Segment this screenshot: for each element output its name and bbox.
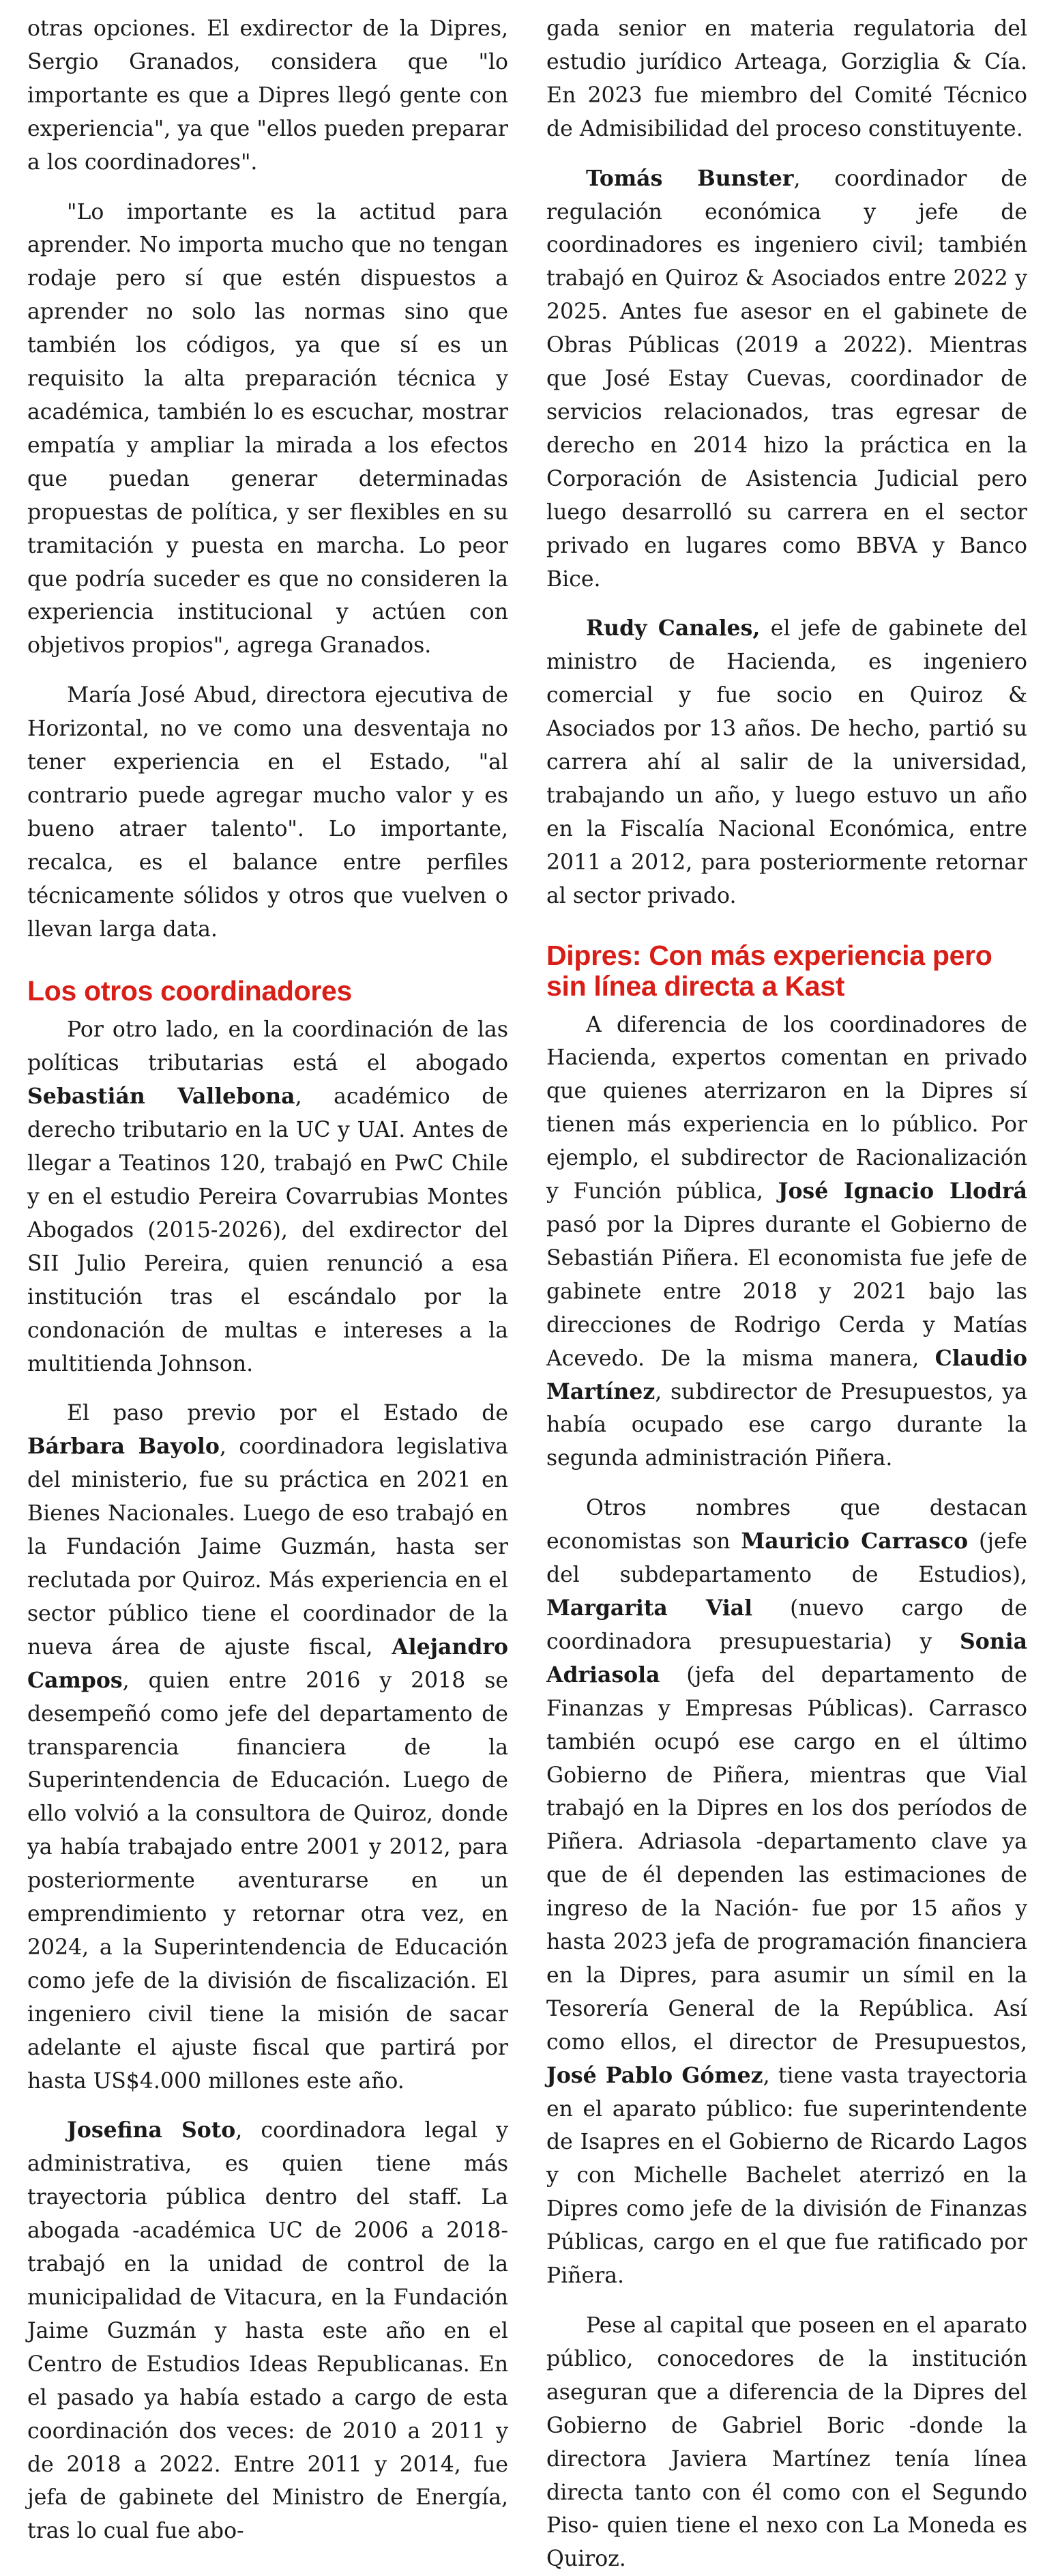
paragraph-text: A diferencia de los coordinadores de Hacienda, expertos comentan en privado que quienes aterrizaron en la Dipres sí tienen más experiencia en lo público. Por ejemplo, el subdirector de Racionalización y Función pública, <box>546 1012 1027 1204</box>
right-column <box>546 12 1028 2572</box>
person-name: Claudio Martínez <box>546 1345 1027 1404</box>
person-name: Bárbara Bayolo <box>27 1434 220 1460</box>
paragraph <box>27 196 508 663</box>
paragraph-text: , subdirector de Presupuestos, ya había ocupado ese cargo durante la segunda administración Piñera. <box>546 1379 1027 1471</box>
person-name: Alejandro Campos <box>27 1634 508 1693</box>
person-name: Sebastián Vallebona <box>27 1084 295 1110</box>
paragraph <box>546 1009 1027 1476</box>
paragraph <box>27 679 508 946</box>
paragraph <box>546 12 1027 146</box>
paragraph-text: (nuevo cargo de coordinadora presupuestaria) y <box>546 1595 1027 1654</box>
paragraph-text: Por otro lado, en la coordinación de las políticas tributarias está el abogado <box>27 1017 508 1076</box>
paragraph-text: , coordinador de regulación económica y jefe de coordinadores es ingeniero civil; también trabajó en Quiroz & Asociados entre 2022 y 2025. Antes fue asesor en el gabinete de Obras Públicas (2019 a 2022). Mientras que José Estay Cuevas, coordinador de servicios relacionados, tras egresar de derecho en 2014 hizo la práctica en la Corporación de Asistencia Judicial pero luego desarrolló su carrera en el sector privado en lugares como BBVA y Banco Bice. <box>546 166 1027 592</box>
paragraph-text: otras opciones. El exdirector de la Dipres, Sergio Granados, considera que "lo importante es que a Dipres llegó gente con experiencia", ya que "ellos pueden preparar a los coordinadores". <box>27 16 508 175</box>
person-name: Sonia Adriasola <box>546 1628 1027 1688</box>
paragraph <box>27 1397 508 2098</box>
paragraph-text: , tiene vasta trayectoria en el aparato público: fue superintendente de Isapres en el Gobierno de Ricardo Lagos y con Michelle Bachelet aterrizó en la Dipres como jefe de la división de Finanzas Públicas, cargo en el que fue ratificado por Piñera. <box>546 2063 1028 2289</box>
paragraph-text: Pese al capital que poseen en el aparato público, conocedores de la institución aseguran que a diferencia de la Dipres del Gobierno de Gabriel Boric -donde la directora Javiera Martínez tenía línea directa tanto con él como con el Segundo Piso- quien tiene el nexo con La Moneda es Quiroz. <box>546 2313 1027 2572</box>
paragraph <box>546 162 1027 596</box>
paragraph <box>546 1492 1027 2293</box>
person-name: Tomás Bunster <box>586 165 794 191</box>
paragraph-text: El paso previo por el Estado de <box>67 1401 508 1426</box>
left-column <box>27 12 508 2544</box>
paragraph-text: , coordinadora legislativa del ministerio, fue su práctica en 2021 en Bienes Nacionales. Luego de eso trabajó en la Fundación Jaime Guzmán, hasta ser reclutada por Quiroz. Más experiencia en el sector público tiene el coordinador de la nueva área de ajuste fiscal, <box>27 1434 508 1660</box>
paragraph-text: gada senior en materia regulatoria del estudio jurídico Arteaga, Gorziglia & Cía. En 2023 fue miembro del Comité Técnico de Admisibilidad del proceso constituyente. <box>546 16 1027 141</box>
person-name: Margarita Vial <box>546 1595 753 1621</box>
person-name: José Pablo Gómez <box>546 2062 763 2088</box>
person-name: Mauricio Carrasco <box>741 1529 969 1554</box>
paragraph-text: "Lo importante es la actitud para aprender. No importa mucho que no tengan rodaje pero sí que estén dispuestos a aprender no solo las normas sino que también los códigos, ya que sí es un requisito la alta preparación técnica y académica, también lo es escuchar, mostrar empatía y ampliar la mirada a los efectos que puedan generar determinadas propuestas de política, y ser flexibles en su tramitación y puesta en marcha. Lo peor que podría suceder es que no consideren la experiencia institucional y actúen con objetivos propios", agrega Granados. <box>27 199 508 659</box>
paragraph-text: Otros nombres que destacan economistas son <box>546 1496 1027 1554</box>
paragraph-text: María José Abud, directora ejecutiva de Horizontal, no ve como una desventaja no tener experiencia en el Estado, "al contrario puede agregar mucho valor y es bueno atraer talento". Lo importante, recalca, es el balance entre perfiles técnicamente sólidos y otros que vuelven o llevan larga data. <box>27 683 508 942</box>
person-name: Rudy Canales, <box>586 616 761 641</box>
paragraph <box>546 2309 1027 2576</box>
paragraph-text: pasó por la Dipres durante el Gobierno de Sebastián Piñera. El economista fue jefe de gabinete entre 2018 y 2021 bajo las direcciones de Rodrigo Cerda y Matías Acevedo. De la misma manera, <box>546 1213 1027 1371</box>
section-heading-dipres: Dipres: Con más experiencia pero sin línea directa a Kast <box>546 939 992 1002</box>
paragraph-text: , coordinadora legal y administrativa, es quien tiene más trayectoria pública dentro del staff. La abogada -académica UC de 2006 a 2018- trabajó en la unidad de control de la municipalidad de Vitacura, en la Fundación Jaime Guzmán y hasta este año en el Centro de Estudios Ideas Republicanas. En el pasado ya había estado a cargo de esta coordinación dos veces: de 2010 a 2011 y de 2018 a 2022. Entre 2011 y 2014, fue jefa de gabinete del Ministro de Energía, tras lo cual fue abo- <box>27 2118 508 2544</box>
paragraph-text: el jefe de gabinete del ministro de Hacienda, es ingeniero comercial y fue socio en Quiroz & Asociados por 13 años. De hecho, partió su carrera ahí al salir de la universidad, trabajando un año, y luego estuvo un año en la Fiscalía Nacional Económica, entre 2011 a 2012, para posteriormente retornar al sector privado. <box>546 616 1027 908</box>
paragraph <box>27 1013 508 1380</box>
paragraph <box>27 2114 508 2548</box>
paragraph-text: (jefe del subdepartamento de Estudios), <box>546 1529 1028 1588</box>
person-name: José Ignacio Llodrá <box>778 1178 1027 1204</box>
person-name: Josefina Soto <box>67 2117 236 2143</box>
section-heading-otros-coordinadores: Los otros coordinadores <box>27 975 353 1007</box>
paragraph-text: , quien entre 2016 y 2018 se desempeñó como jefe del departamento de transparencia financiera de la Superintendencia de Educación. Luego de ello volvió a la consultora de Quiroz, donde ya había trabajado entre 2001 y 2012, para posteriormente aventurarse en un emprendimiento y retornar otra vez, en 2024, a la Superintendencia de Educación como jefe de la división de fiscalización. El ingeniero civil tiene la misión de sacar adelante el ajuste fiscal que partirá por hasta US$4.000 millones este año. <box>27 1668 508 2094</box>
paragraph-text: , académico de derecho tributario en la UC y UAI. Antes de llegar a Teatinos 120, trabajó en PwC Chile y en el estudio Pereira Covarrubias Montes Abogados (2015-2026), del exdirector del SII Julio Pereira, quien renunció a esa institución tras el escándalo por la condonación de multas e intereses a la multitienda Johnson. <box>27 1084 508 1376</box>
paragraph-text: (jefa del departamento de Finanzas y Empresas Públicas). Carrasco también ocupó ese cargo en el último Gobierno de Piñera, mientras que Vial trabajó en la Dipres en los dos períodos de Piñera. Adriasola -departamento clave ya que de él dependen las estimaciones de ingreso de la Nación- fue por 15 años y hasta 2023 jefa de programación financiera en la Dipres, para asumir un símil en la Tesorería General de la República. Así como ellos, el director de Presupuestos, <box>546 1662 1027 2055</box>
paragraph <box>546 612 1027 912</box>
paragraph <box>27 12 508 179</box>
